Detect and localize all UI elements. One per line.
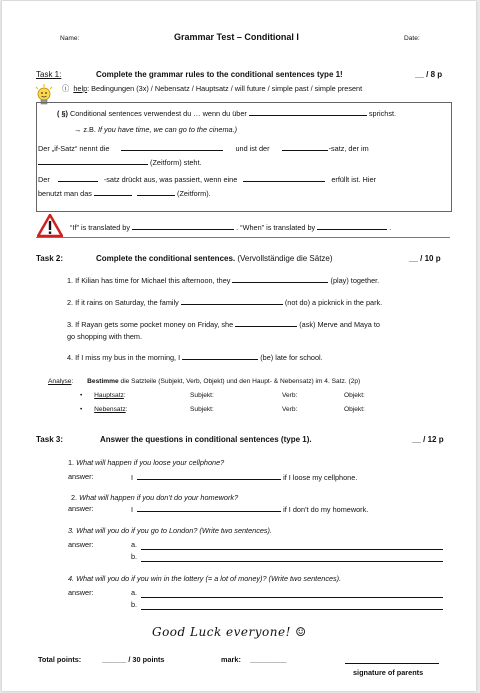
q4-a-label: a. — [131, 588, 138, 597]
q1-text: What will happen if you loose your cellphone? — [76, 458, 225, 467]
hauptsatz-label: Hauptsatz — [94, 392, 124, 399]
task2-item-3-hint: (ask) Merve and Maya to — [299, 320, 380, 329]
task2-item-4-hint: (be) late for school. — [260, 353, 323, 362]
total-points-value: ______ / 30 points — [102, 655, 165, 664]
task1-label: Task 1: — [36, 70, 62, 79]
colon: : — [125, 406, 128, 413]
rule-line-1 — [57, 108, 396, 118]
q2-number: 2. — [71, 493, 78, 502]
mark-label: mark: — [221, 655, 241, 664]
q2-answer-line — [131, 504, 368, 514]
task3-label: Task 3: — [36, 435, 63, 444]
analyse-bold: Bestimme — [87, 378, 119, 385]
task3-q2 — [71, 493, 238, 502]
warning-icon — [37, 214, 63, 237]
satz-der-im: -satz, der im — [328, 144, 369, 153]
hauptsatz-verb: Verb: — [282, 392, 298, 399]
q4-answer-label: answer: — [68, 588, 94, 597]
nebensatz-objekt: Objekt: — [344, 406, 365, 413]
task1-heading: Complete the grammar rules to the conditional sentences type 1! — [96, 70, 343, 79]
task2-item-2-text: 2. If it rains on Saturday, the family — [67, 298, 179, 307]
analyse-colon: : — [71, 378, 74, 385]
task2-blank-2[interactable] — [181, 297, 283, 305]
q1-answer-blank[interactable] — [137, 472, 281, 480]
blank-rule-8[interactable] — [137, 188, 175, 196]
q2-tail: if I don’t do my homework. — [283, 505, 369, 514]
nebensatz-subjekt: Subjekt: — [190, 406, 214, 413]
task2-item-2-hint: (not do) a picknick in the park. — [284, 298, 383, 307]
rule-line-4 — [38, 157, 202, 167]
q1-tail: if I loose my cellphone. — [283, 473, 358, 482]
zeitform-steht: (Zeitform) steht. — [150, 158, 202, 167]
task2-heading-sub: (Vervollständige die Sätze) — [237, 254, 333, 263]
q3-answer-label: answer: — [68, 540, 94, 549]
date-label: Date: — [404, 35, 420, 42]
q2-answer-blank[interactable] — [137, 504, 281, 512]
help-line — [62, 84, 362, 94]
q2-I: I — [131, 505, 134, 514]
analyse-row-hauptsatz — [80, 392, 126, 399]
signature-line[interactable] — [345, 663, 439, 664]
analyse-text: die Satzteile (Subjekt, Verb, Objekt) und den Haupt- & Nebensatz) im 4. Satz. (2p) — [120, 378, 361, 385]
blank-when-translation[interactable] — [317, 222, 387, 230]
q3-b-label: b. — [131, 552, 138, 561]
analyse-row-nebensatz — [80, 406, 128, 413]
task3-heading: Answer the questions in conditional sentences (type 1). — [100, 435, 312, 444]
q1-I: I — [131, 473, 134, 482]
nebensatz-verb: Verb: — [282, 406, 298, 413]
der-if-satz: Der „if-Satz“ nennt die — [38, 144, 110, 153]
und-ist-der: und ist der — [235, 144, 270, 153]
rule-example — [74, 125, 237, 134]
q3-a-label: a. — [131, 540, 138, 549]
when-translated: . “When” is translated by — [236, 223, 316, 232]
q3-b-answer-line[interactable] — [141, 561, 443, 562]
task2-blank-4[interactable] — [182, 352, 258, 360]
q4-b-answer-line[interactable] — [141, 609, 443, 610]
task2-points: __ / 10 p — [409, 254, 441, 263]
example-arrow: → z.B. — [74, 125, 96, 134]
q4-a-answer-line[interactable] — [141, 597, 443, 598]
name-label: Name: — [60, 35, 80, 42]
mark-value: _________ — [250, 655, 287, 664]
info-icon: ⓘ — [62, 84, 70, 93]
q1-answer-line — [131, 472, 357, 482]
rule-line1-b: sprichst. — [368, 109, 397, 118]
rule-line-5 — [38, 174, 376, 184]
task3-points: __ / 12 p — [412, 435, 444, 444]
help-label: help — [73, 84, 88, 93]
blank-rule-2[interactable] — [121, 143, 223, 151]
satz-drueckt-aus: -satz drückt aus, was passiert, wenn eine — [103, 175, 238, 184]
task2-item-3-text: 3. If Rayan gets some pocket money on Friday, she — [67, 320, 234, 329]
end-dot: . — [389, 223, 392, 232]
rule-line-6 — [38, 188, 211, 198]
task2-heading: Complete the conditional sentences. — [96, 254, 236, 263]
rule-line-3 — [38, 143, 369, 153]
task2-blank-3[interactable] — [235, 319, 297, 327]
page-title: Grammar Test – Conditional I — [174, 32, 299, 42]
hauptsatz-objekt: Objekt: — [344, 392, 365, 399]
nebensatz-label: Nebensatz — [94, 406, 126, 413]
task1-points: __ / 8 p — [415, 70, 443, 79]
paragraph-marker: ( §) — [57, 109, 68, 118]
bullet: • — [80, 406, 83, 413]
q4-b-label: b. — [131, 600, 138, 609]
analyse-line — [48, 378, 360, 385]
help-text: : Bedingungen (3x) / Nebensatz / Hauptsatz / will future / simple past / simple present — [87, 84, 363, 93]
task2-item-1-hint: (play) together. — [330, 276, 380, 285]
blank-rule-1[interactable] — [249, 108, 367, 116]
blank-rule-3[interactable] — [282, 143, 328, 151]
task2-item-1 — [67, 275, 379, 285]
if-translated: “If” is translated by — [70, 223, 131, 232]
task1-bottom-rule — [36, 237, 450, 238]
task2-item-4-text: 4. If I miss my bus in the morning, I — [67, 353, 181, 362]
q3-a-answer-line[interactable] — [141, 549, 443, 550]
signature-label: signature of parents — [353, 668, 424, 677]
rule-line1-a: Conditional sentences verwendest du … wenn du über — [69, 109, 247, 118]
task3-q4: 4. What will you do if you win in the lottery (= a lot of money)? (Write two sentences). — [68, 574, 342, 583]
analyse-label: Analyse — [48, 378, 72, 385]
blank-if-translation[interactable] — [132, 222, 234, 230]
total-points-label: Total points: — [38, 655, 82, 664]
q2-answer-label: answer: — [68, 504, 94, 513]
blank-rule-6[interactable] — [243, 174, 325, 182]
example-text: If you have time, we can go to the cinema.) — [97, 125, 238, 134]
blank-rule-7[interactable] — [94, 188, 132, 196]
zeitform-2: (Zeitform). — [177, 189, 211, 198]
erfuellt-ist: erfüllt ist. Hier — [331, 175, 376, 184]
q2-text: What will happen if you don’t do your homework? — [79, 493, 239, 502]
task2-blank-1[interactable] — [232, 275, 328, 283]
blank-rule-4[interactable] — [38, 157, 148, 165]
q1-number: 1. — [68, 458, 75, 467]
task2-heading-line — [96, 254, 333, 263]
colon: : — [123, 392, 126, 399]
der-2: Der — [38, 175, 50, 184]
hauptsatz-subjekt: Subjekt: — [190, 392, 214, 399]
worksheet-page — [2, 1, 476, 691]
benutzt-man: benutzt man das — [38, 189, 92, 198]
task2-item-1-text: 1. If Kilian has time for Michael this afternoon, they — [67, 276, 231, 285]
translation-line — [70, 222, 391, 232]
task3-q1 — [68, 458, 224, 467]
task2-item-3 — [67, 319, 380, 329]
task2-item-3-cont: go shopping with them. — [67, 332, 143, 341]
bullet: • — [80, 392, 83, 399]
task2-item-2 — [67, 297, 382, 307]
q1-answer-label: answer: — [68, 472, 94, 481]
task2-label: Task 2: — [36, 254, 63, 263]
good-luck-message: Good Luck everyone! ☺ — [152, 625, 307, 639]
task3-q3: 3. What will you do if you go to London? (Write two sentences). — [68, 526, 273, 535]
task2-item-4 — [67, 352, 323, 362]
blank-rule-5[interactable] — [58, 174, 98, 182]
